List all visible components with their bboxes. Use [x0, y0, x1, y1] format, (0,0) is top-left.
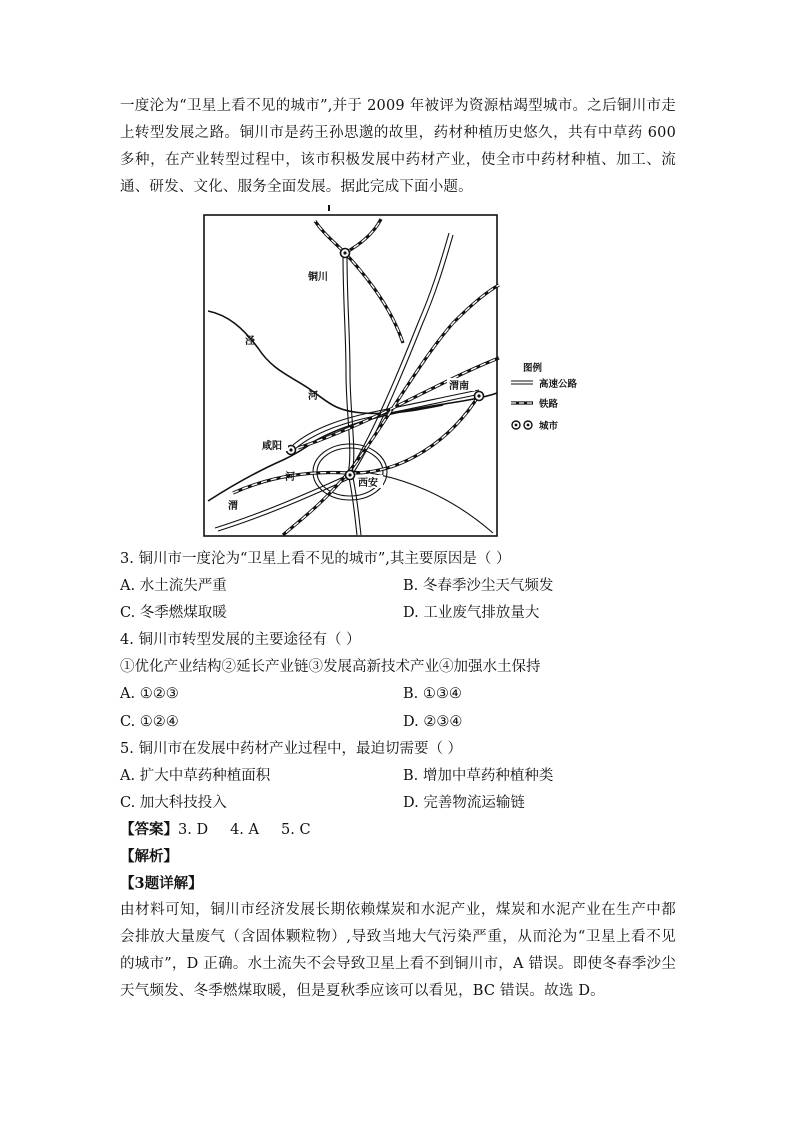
river-label-wei-he: 河 — [285, 472, 295, 483]
legend-highway: 高速公路 — [539, 379, 578, 390]
q4-option-c: C. ①②④ — [120, 714, 179, 730]
answer-label: 【答案】 — [120, 821, 178, 838]
intro-paragraph: 一度沦为“卫星上看不见的城市”,并于 2009 年被评为资源枯竭型城市。之后铜川市走上转型发展之路。铜川市是药王孙思邈的故里，药材种植历史悠久，共有中草药 600 多种，在产业转型过程中，该市积极发展中药材产业，使全市中药材种植、加工、流通、研发、文化、服务全面发展。据此完成下面小题。 — [120, 98, 676, 195]
explanation-paragraph: 由材料可知，铜川市经济发展长期依赖煤炭和水泥产业，煤炭和水泥产业在生产中都会排放大量废气（含固体颗粒物）,导致当地大气污染严重，从而沦为“卫星上看不见的城市”，D 正确。水土流失不会导致卫星上看不到铜川市，A 错误。即使冬春季沙尘天气频发、冬季燃煤取暖，但是夏秋季应该可以看见，BC 错误。故选 D。 — [120, 902, 676, 999]
q3-option-c: C. 冬季燃煤取暖 — [120, 605, 227, 621]
q3-option-a: A. 水土流失严重 — [120, 578, 227, 594]
q5-option-a: A. 扩大中草药种植面积 — [120, 768, 271, 784]
city-label-weinan: 渭南 — [449, 381, 469, 392]
answer-line — [120, 820, 311, 840]
q4-items: ①优化产业结构②延长产业链③发展高新技术产业④加强水土保持 — [120, 659, 541, 675]
city-label-tongchuan: 铜川 — [308, 272, 328, 283]
legend-city: 城市 — [539, 421, 559, 432]
city-label-xianyang: 咸阳 — [262, 441, 282, 452]
q3-option-d: D. 工业废气排放量大 — [403, 605, 540, 621]
q4-option-d: D. ②③④ — [403, 714, 463, 730]
city-label-xian: 西安 — [358, 478, 378, 489]
analysis-label: 【解析】 — [120, 848, 178, 865]
legend-title: 图例 — [523, 363, 543, 374]
river-label-wei: 渭 — [228, 501, 238, 512]
q4-option-a: A. ①②③ — [120, 686, 179, 702]
q5-stem: 5. 铜川市在发展中药材产业过程中，最迫切需要（ ） — [120, 741, 463, 757]
q4-option-b: B. ①③④ — [403, 686, 462, 702]
city-markers — [287, 249, 484, 480]
river-label-jing: 泾 — [245, 336, 255, 347]
q3-stem: 3. 铜川市一度沦为“卫星上看不见的城市”,其主要原因是（ ） — [120, 551, 511, 567]
map-legend — [511, 362, 578, 432]
river-label-jing-he: 河 — [308, 391, 318, 402]
q5-option-b: B. 增加中草药种植种类 — [403, 768, 554, 784]
answer-q4: 4. A — [230, 822, 259, 838]
jing-river — [208, 311, 443, 413]
answer-q5: 5. C — [281, 822, 311, 838]
legend-railway: 铁路 — [539, 399, 559, 410]
region-map — [203, 213, 578, 538]
q3-detail-label: 【3题详解】 — [120, 875, 203, 892]
q5-option-c: C. 加大科技投入 — [120, 795, 227, 811]
q4-stem: 4. 铜川市转型发展的主要途径有（ ） — [120, 632, 361, 648]
q5-option-d: D. 完善物流运输链 — [403, 795, 525, 811]
q3-option-b: B. 冬春季沙尘天气频发 — [403, 578, 554, 594]
answer-q3: 3. D — [178, 822, 209, 838]
